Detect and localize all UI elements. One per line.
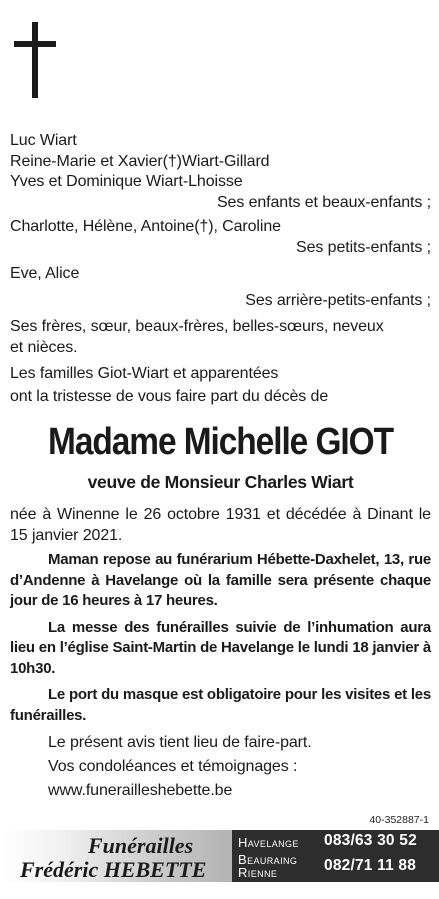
latin-cross-icon (14, 22, 56, 98)
place-label: Havelange (238, 835, 299, 850)
place-beauraing: Beauraing (238, 852, 298, 867)
notice-body (10, 131, 431, 803)
funerarium-text: Maman repose au funérarium Hébette-Daxhelet, 13, rue d’Andenne à Havelange où la famille sera présente chaque jour de 16 heures à 17 heures. (10, 551, 431, 609)
grandchildren-line: Charlotte, Hélène, Antoine(†), Caroline (10, 218, 281, 235)
siblings-line: Ses frères, sœur, beaux-frères, belles-sœurs, neveux (10, 318, 384, 335)
siblings-line: et nièces. (10, 338, 78, 356)
condolences-text: Vos condoléances et témoignages : (48, 758, 298, 775)
family-line: Luc Wiart (10, 132, 77, 149)
brand-ribbon (0, 830, 232, 882)
mass-text: La messe des funérailles suivie de l’inhumation aura lieu en l’église Saint-Martin de Havelange le lundi 18 janvier à 10h30. (10, 618, 431, 677)
family-line: Yves et Dominique Wiart-Lhoisse (10, 173, 243, 190)
children-label: Ses enfants et beaux-enfants ; (216, 193, 431, 211)
faire-part-text: Le présent avis tient lieu de faire-part. (48, 734, 312, 751)
great-grandchildren-line: Eve, Alice (10, 265, 80, 282)
place-havelange (238, 835, 299, 850)
place-rienne: Rienne (238, 865, 278, 880)
funeral-home-footer (0, 828, 439, 884)
widow-line: veuve de Monsieur Charles Wiart (87, 472, 354, 492)
brand-line-1: Funérailles (88, 833, 194, 858)
contact-box (232, 830, 439, 882)
families-line: Les familles Giot-Wiart et apparentées (10, 365, 279, 382)
great-grandchildren-label: Ses arrière-petits-enfants ; (245, 291, 431, 309)
family-line: Reine-Marie et Xavier(†)Wiart-Gillard (10, 152, 270, 170)
mask-text: Le port du masque est obligatoire pour les visites et les funérailles. (10, 686, 431, 724)
deceased-name: Madame Michelle GIOT (48, 421, 393, 463)
phone-havelange: 083/63 30 52 (324, 832, 417, 849)
grandchildren-label: Ses petits-enfants ; (296, 238, 431, 256)
website-link[interactable]: www.funerailleshebette.be (48, 782, 233, 799)
announce-line: ont la tristesse de vous faire part du décès de (10, 387, 329, 405)
reference-number: 40-352887-1 (369, 814, 429, 826)
brand-line-2: Frédéric HEBETTE (20, 857, 207, 882)
birth-death-text: née à Winenne le 26 octobre 1931 et décédée à Dinant le 15 janvier 2021. (10, 506, 431, 544)
phone-beauraing-rienne: 082/71 11 88 (324, 857, 417, 874)
